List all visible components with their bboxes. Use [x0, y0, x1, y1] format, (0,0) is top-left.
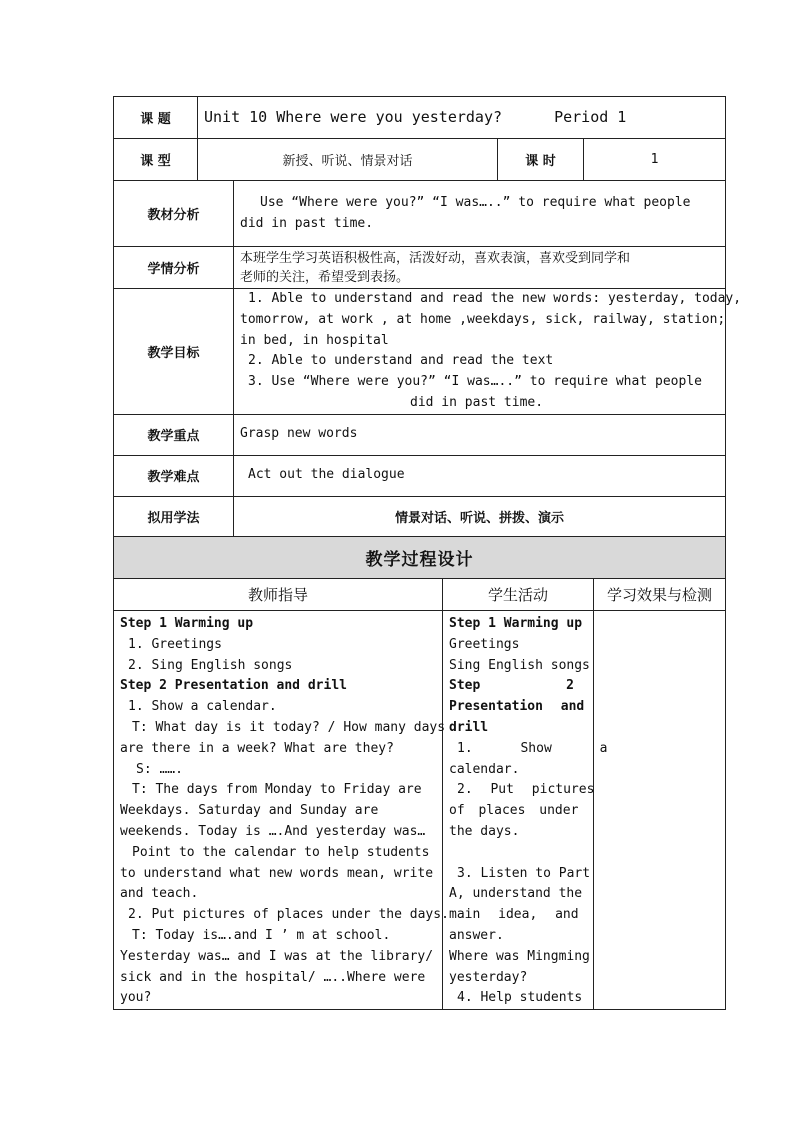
- hours-label: 课 时: [498, 139, 584, 181]
- teaching-goals-content: [234, 289, 742, 415]
- student-analysis-content: [234, 247, 726, 289]
- teacher-column-header: 教师指导: [114, 579, 443, 611]
- teacher-line: 1. Show a calendar.: [128, 699, 277, 715]
- teacher-line: Point to the calendar to help students: [132, 844, 430, 860]
- effect-column-header: 学习效果与检测: [594, 579, 726, 611]
- goal-line: tomorrow, at work , at home ,weekdays, sick, railway, station;: [240, 311, 726, 327]
- student-step: Step 2: [449, 678, 574, 694]
- textbook-line: Use “Where were you?” “I was…..” to require what people: [260, 194, 691, 210]
- teacher-line: sick and in the hospital/ …..Where were: [120, 969, 426, 985]
- topic-label: 课 题: [114, 97, 198, 139]
- teacher-line: weekends. Today is ….And yesterday was…: [120, 823, 426, 839]
- student-line: answer.: [449, 927, 504, 943]
- student-line: calendar.: [449, 761, 520, 777]
- effect-column-content: [594, 611, 726, 1010]
- teacher-line: Yesterday was… and I was at the library/: [120, 948, 434, 964]
- textbook-analysis-label: 教材分析: [114, 181, 234, 247]
- learning-method-label: 拟用学法: [114, 496, 234, 537]
- goal-line: did in past time.: [410, 394, 544, 410]
- process-title: 教学过程设计: [114, 537, 726, 579]
- topic-cell: [198, 97, 726, 139]
- goal-line: in bed, in hospital: [240, 332, 389, 348]
- teacher-line: S: …….: [136, 761, 183, 777]
- teacher-line: T: Today is….and I ’ m at school.: [132, 927, 391, 943]
- student-line: main idea, and: [449, 907, 579, 923]
- teacher-line: T: The days from Monday to Friday are: [132, 782, 422, 798]
- teacher-step: Step 2 Presentation and drill: [120, 678, 347, 694]
- student-line: of places under: [449, 803, 579, 819]
- teacher-line: are there in a week? What are they?: [120, 740, 394, 756]
- textbook-analysis-content: [234, 181, 726, 247]
- period-value: Period 1: [554, 108, 627, 127]
- process-table: [113, 536, 726, 1010]
- teaching-goals-label: 教学目标: [114, 289, 234, 415]
- teacher-line: 2. Sing English songs: [128, 657, 293, 673]
- lesson-plan-table: [113, 96, 742, 538]
- student-line: 4. Help students: [457, 990, 583, 1006]
- student-step: drill: [449, 719, 489, 735]
- student-line: 1. Show a: [457, 740, 608, 756]
- goal-line: 3. Use “Where were you?” “I was…..” to require what people: [248, 374, 702, 390]
- student-activity-content: [443, 611, 608, 1010]
- student-analysis-line: 本班学生学习英语积极性高，活泼好动，喜欢表演，喜欢受到同学和: [240, 250, 631, 266]
- key-points-label: 教学重点: [114, 414, 234, 455]
- teacher-line: 2. Put pictures of places under the days.: [128, 907, 449, 923]
- student-column-header: 学生活动: [443, 579, 594, 611]
- student-step: Step 1 Warming up: [449, 616, 583, 631]
- student-line: Greetings: [449, 636, 520, 652]
- hours-value: 1: [584, 139, 726, 181]
- type-value: 新授、听说、情景对话: [198, 139, 498, 181]
- student-analysis-label: 学情分析: [114, 247, 234, 289]
- student-line: the days.: [449, 823, 520, 839]
- difficult-points-label: 教学难点: [114, 455, 234, 496]
- learning-method-value: 情景对话、听说、拼拨、演示: [234, 496, 726, 537]
- teacher-line: T: What day is it today? / How many days: [132, 719, 446, 735]
- textbook-line: did in past time.: [240, 215, 374, 231]
- topic-value: Unit 10 Where were you yesterday?: [204, 108, 503, 127]
- teacher-guidance-content: [114, 611, 449, 1010]
- teacher-line: to understand what new words mean, write: [120, 865, 434, 881]
- student-step: Presentation and: [449, 699, 585, 715]
- student-line: [449, 843, 587, 864]
- teacher-line: 1. Greetings: [128, 636, 222, 652]
- key-points-value: Grasp new words: [234, 414, 726, 455]
- student-line: Where was Mingming: [449, 948, 590, 964]
- teacher-line: you?: [120, 990, 152, 1006]
- goal-line: 1. Able to understand and read the new words: yesterday, today,: [248, 291, 742, 306]
- student-line: 3. Listen to Part: [457, 865, 591, 881]
- student-analysis-line: 老师的关注，希望受到表扬。: [240, 269, 410, 285]
- type-label: 课 型: [114, 139, 198, 181]
- difficult-points-value: Act out the dialogue: [234, 455, 726, 496]
- student-line: yesterday?: [449, 969, 528, 985]
- goal-line: 2. Able to understand and read the text: [248, 353, 554, 369]
- student-line: A, understand the: [449, 886, 583, 902]
- student-line: 2. Put pictures: [457, 782, 595, 798]
- teacher-line: Weekdays. Saturday and Sunday are: [120, 803, 379, 819]
- student-line: Sing English songs: [449, 657, 590, 673]
- teacher-step: Step 1 Warming up: [120, 616, 254, 631]
- teacher-line: and teach.: [120, 886, 199, 902]
